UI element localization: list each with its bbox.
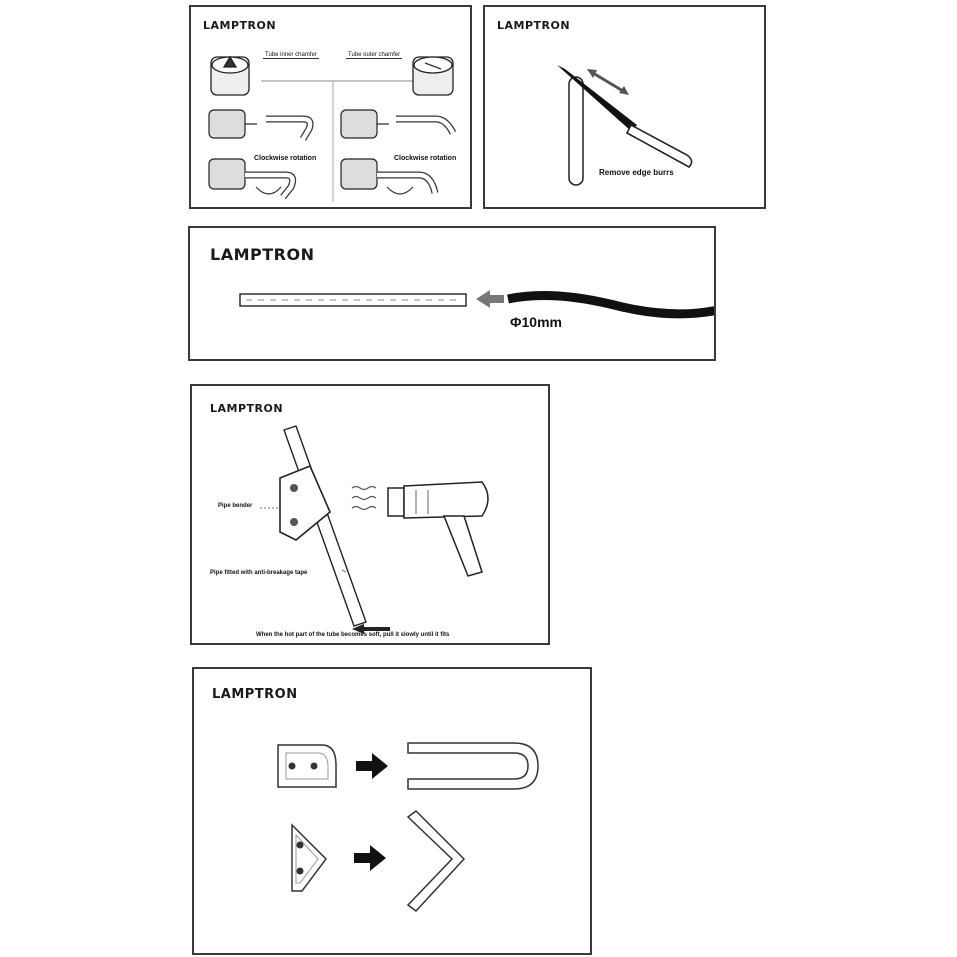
inner-chamfer-label: Tube inner chamfer [265, 52, 317, 58]
chamfer-illustration [191, 7, 472, 209]
deburr-illustration [485, 7, 766, 209]
deburr-caption: Remove edge burrs [599, 168, 674, 177]
arrow-right [356, 753, 388, 779]
tape-label: Pipe fitted with anti-breakage tape [210, 570, 308, 576]
outer-chamfer-label: Tube outer chamfer [348, 52, 401, 58]
tube-insert-illustration [190, 228, 716, 361]
instruction-label: When the hot part of the tube becomes soft, pull it slowly until it fits [256, 632, 450, 638]
u-bend-tube [408, 743, 538, 789]
motion-arrow [593, 73, 623, 91]
cable-hose [508, 295, 716, 313]
tube [569, 77, 583, 185]
panel-chamfer [189, 5, 472, 209]
panel-deburr [483, 5, 766, 209]
rotation-label-left: Clockwise rotation [254, 155, 317, 162]
arrow-right [354, 845, 386, 871]
rotation-label-right: Clockwise rotation [394, 155, 457, 162]
outer-chamfer-tool [413, 57, 453, 95]
v-bender [292, 825, 326, 891]
brand-logo: LAMPTRON [497, 19, 571, 32]
panel-heat-bend [190, 384, 550, 645]
panel-tube-insert [188, 226, 716, 361]
diameter-label: Φ10mm [510, 314, 562, 330]
bend-shapes-illustration [194, 669, 592, 955]
heat-bend-illustration [192, 386, 550, 645]
brand-logo: LAMPTRON [203, 19, 277, 32]
heat-waves [352, 487, 376, 510]
u-bender [278, 745, 336, 787]
brand-logo: LAMPTRON [210, 402, 284, 415]
bender-label: Pipe bender [218, 503, 253, 509]
heat-gun [388, 482, 488, 576]
inner-chamfer-tool [211, 57, 249, 95]
panel-bend-shapes [192, 667, 592, 955]
brand-logo: LAMPTRON [212, 687, 298, 702]
brand-logo: LAMPTRON [210, 245, 315, 264]
deburr-handle [627, 125, 692, 167]
v-bend-tube [408, 811, 464, 911]
insert-arrow [476, 290, 504, 308]
